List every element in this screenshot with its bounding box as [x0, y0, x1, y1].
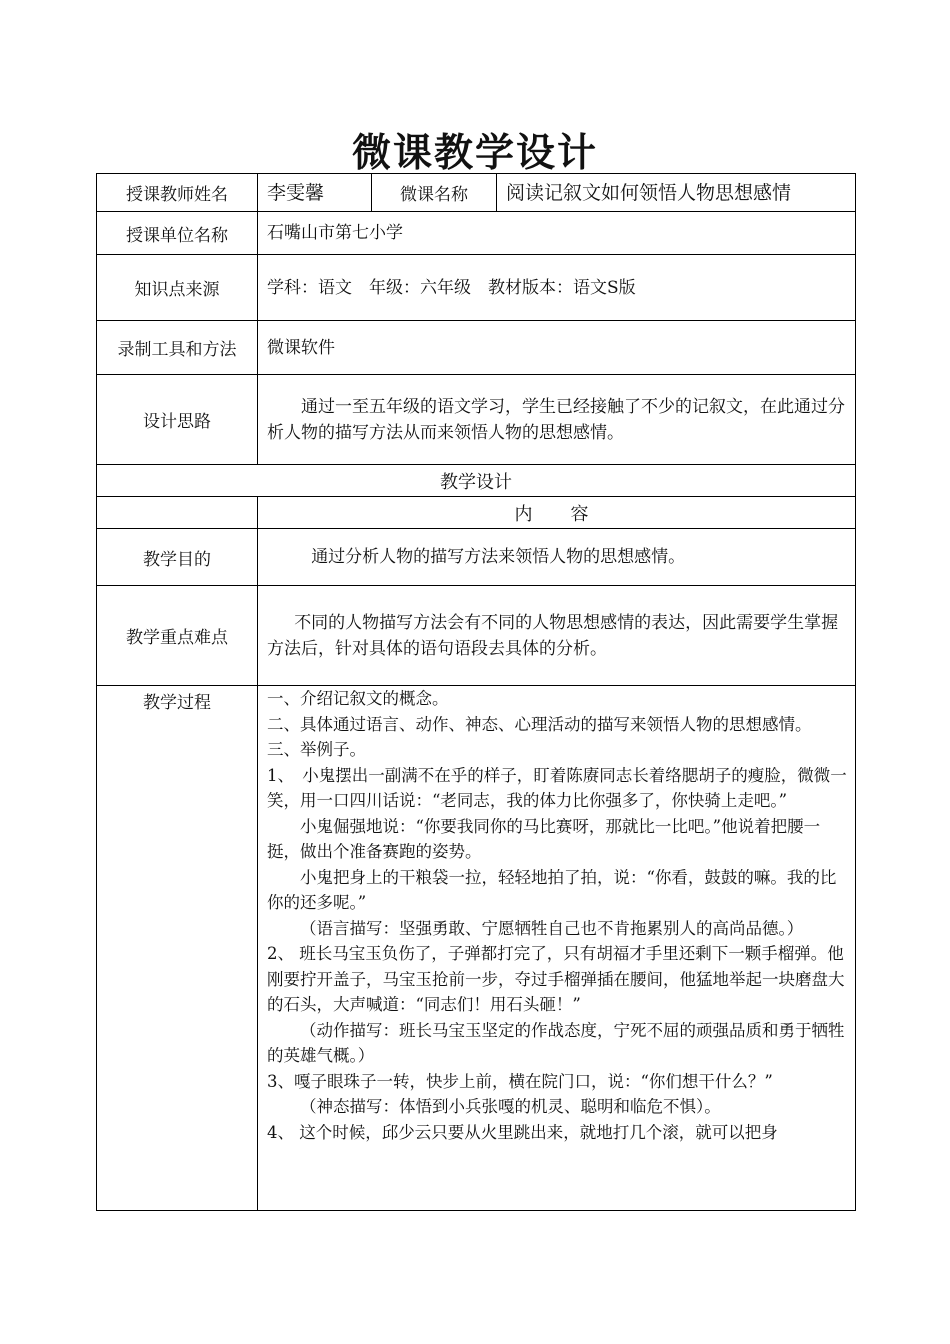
- process-line: 三、举例子。: [267, 740, 366, 759]
- process-line: （语言描写：坚强勇敢、宁愿牺牲自己也不肯拖累别人的高尚品德。）: [300, 918, 804, 938]
- process-line: 小鬼把身上的干粮袋一拉，轻轻地拍了拍，说：“你看，鼓鼓的嘛。我的比你的还多呢。”: [267, 867, 837, 912]
- row-tools: [97, 321, 856, 375]
- lesson-table: [96, 173, 856, 1211]
- row-design-header: [97, 465, 856, 497]
- process-line: 4、 这个时候，邱少云只要从火里跳出来，就地打几个滚，就可以把身: [267, 1122, 778, 1142]
- course-value: 阅读记叙文如何领悟人物思想感情: [497, 174, 856, 212]
- key-value: 不同的人物描写方法会有不同的人物思想感情的表达，因此需要学生掌握方法后，针对具体的语句语段去具体的分析。: [267, 612, 839, 659]
- row-goal: [97, 529, 856, 586]
- course-label: 微课名称: [372, 174, 497, 212]
- process-line: 小鬼倔强地说：“你要我同你的马比赛呀，那就比一比吧。”他说着把腰一挺，做出个准备赛跑的姿势。: [267, 816, 821, 861]
- teacher-label: 授课教师姓名: [97, 174, 258, 212]
- process-line: 2、 班长马宝玉负伤了，子弹都打完了，只有胡福才手里还剩下一颗手榴弹。他刚要拧开盖子，马宝玉抢前一步，夺过手榴弹插在腰间，他猛地举起一块磨盘大的石头，大声喊道：“同志们！用石头砸！”: [267, 944, 845, 1014]
- process-line: 二、具体通过语言、动作、神态、心理活动的描写来领悟人物的思想感情。: [267, 714, 812, 734]
- source-label: 知识点来源: [97, 255, 258, 321]
- goal-value: 通过分析人物的描写方法来领悟人物的思想感情。: [311, 547, 686, 567]
- teacher-value: 李雯馨: [258, 174, 372, 212]
- process-label: 教学过程: [97, 686, 258, 1211]
- tools-label: 录制工具和方法: [97, 321, 258, 375]
- design-header: 教学设计: [97, 465, 856, 497]
- process-line: 3、嘎子眼珠子一转，快步上前，横在院门口，说：“你们想干什么？”: [267, 1071, 773, 1091]
- source-value: 学科：语文 年级：六年级 教材版本：语文S版: [267, 277, 636, 298]
- row-teacher: [97, 174, 856, 212]
- key-label: 教学重点难点: [97, 586, 258, 686]
- row-unit: [97, 212, 856, 255]
- row-source: [97, 255, 856, 321]
- process-line: 一、介绍记叙文的概念。: [267, 689, 449, 708]
- idea-value: 通过一至五年级的语文学习，学生已经接触了不少的记叙文，在此通过分析人物的描写方法从而来领悟人物的思想感情。: [267, 396, 845, 443]
- empty-cell: [97, 497, 258, 529]
- process-line: （神态描写：体悟到小兵张嘎的机灵、聪明和临危不惧）。: [300, 1097, 721, 1116]
- page-title: 微课教学设计: [351, 130, 598, 176]
- row-process: [97, 686, 856, 1211]
- row-idea: [97, 375, 856, 465]
- idea-label: 设计思路: [97, 375, 258, 465]
- unit-value: 石嘴山市第七小学: [258, 212, 856, 255]
- process-content: [258, 686, 856, 1211]
- goal-label: 教学目的: [97, 529, 258, 586]
- unit-label: 授课单位名称: [97, 212, 258, 255]
- process-line: 1、 小鬼摆出一副满不在乎的样子，盯着陈赓同志长着络腮胡子的瘦脸，微微一笑，用一口四川话说：“老同志，我的体力比你强多了，你快骑上走吧。”: [267, 765, 847, 810]
- row-key: [97, 586, 856, 686]
- row-content-header: [97, 497, 856, 529]
- content-header: 内 容: [258, 497, 856, 529]
- tools-value: 微课软件: [258, 321, 856, 375]
- process-line: （动作描写：班长马宝玉坚定的作战态度，宁死不屈的顽强品质和勇于牺牲的英雄气概。）: [267, 1020, 845, 1065]
